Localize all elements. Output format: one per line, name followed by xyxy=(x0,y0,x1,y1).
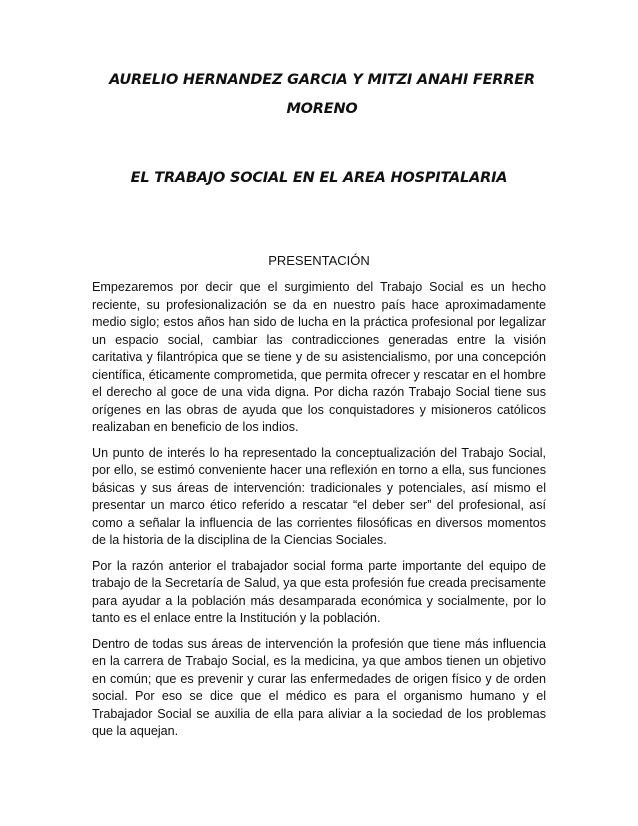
body-text xyxy=(92,279,546,749)
authors-heading: AURELIO HERNANDEZ GARCIA Y MITZI ANAHI FERRER MORENO xyxy=(109,72,535,117)
section-heading: PRESENTACIÓN xyxy=(268,253,370,268)
paragraph-3: Por la razón anterior el trabajador social forma parte importante del equipo de trabajo de la Secretaría de Salud, ya que esta profesión fue creada precisamente para ayudar a la población más desamparada económica y socialmente, por lo tanto es el enlace entre la Institución y la población. xyxy=(92,558,546,625)
paragraph-2: Un punto de interés lo ha representado la conceptualización del Trabajo Social, por ello, se estimó conveniente hacer una reflexión en torno a ella, sus funciones básicas y sus áreas de intervención: tradicionales y potenciales, así mismo el presentar un marco ético referido a rescatar “el deber ser” del profesional, así como a señalar la influencia de las corrientes filosóficas en diversos momentos de la historia de la disciplina de la Ciencias Sociales. xyxy=(92,445,546,547)
paragraph-1: Empezaremos por decir que el surgimiento del Trabajo Social es un hecho reciente, su profesionalización se da en nuestro país hace aproximadamente medio siglo; estos años han sido de lucha en la práctica profesional por legalizar un espacio social, cambiar las contradicciones generadas entre la visión caritativa y filantrópica que se tiene y de su asistencialismo, por una concepción científica, éticamente comprometida, que permita ofrecer y rescatar en el hombre el derecho al goce de una vida digna. Por dicha razón Trabajo Social tiene sus orígenes en las obras de ayuda que los conquistadores y misioneros católicos realizaban en beneficio de los indios. xyxy=(92,280,546,434)
document-title: EL TRABAJO SOCIAL EN EL AREA HOSPITALARIA xyxy=(130,170,508,186)
paragraph-4: Dentro de todas sus áreas de intervención la profesión que tiene más influencia en la carrera de Trabajo Social, es la medicina, ya que ambos tienen un objetivo en común; que es prevenir y curar las enfermedades de origen físico y de orden social. Por eso se dice que el médico es para el organismo humano y el Trabajador Social se auxilia de ella para aliviar a la sociedad de los problemas que la aquejan. xyxy=(92,636,546,738)
